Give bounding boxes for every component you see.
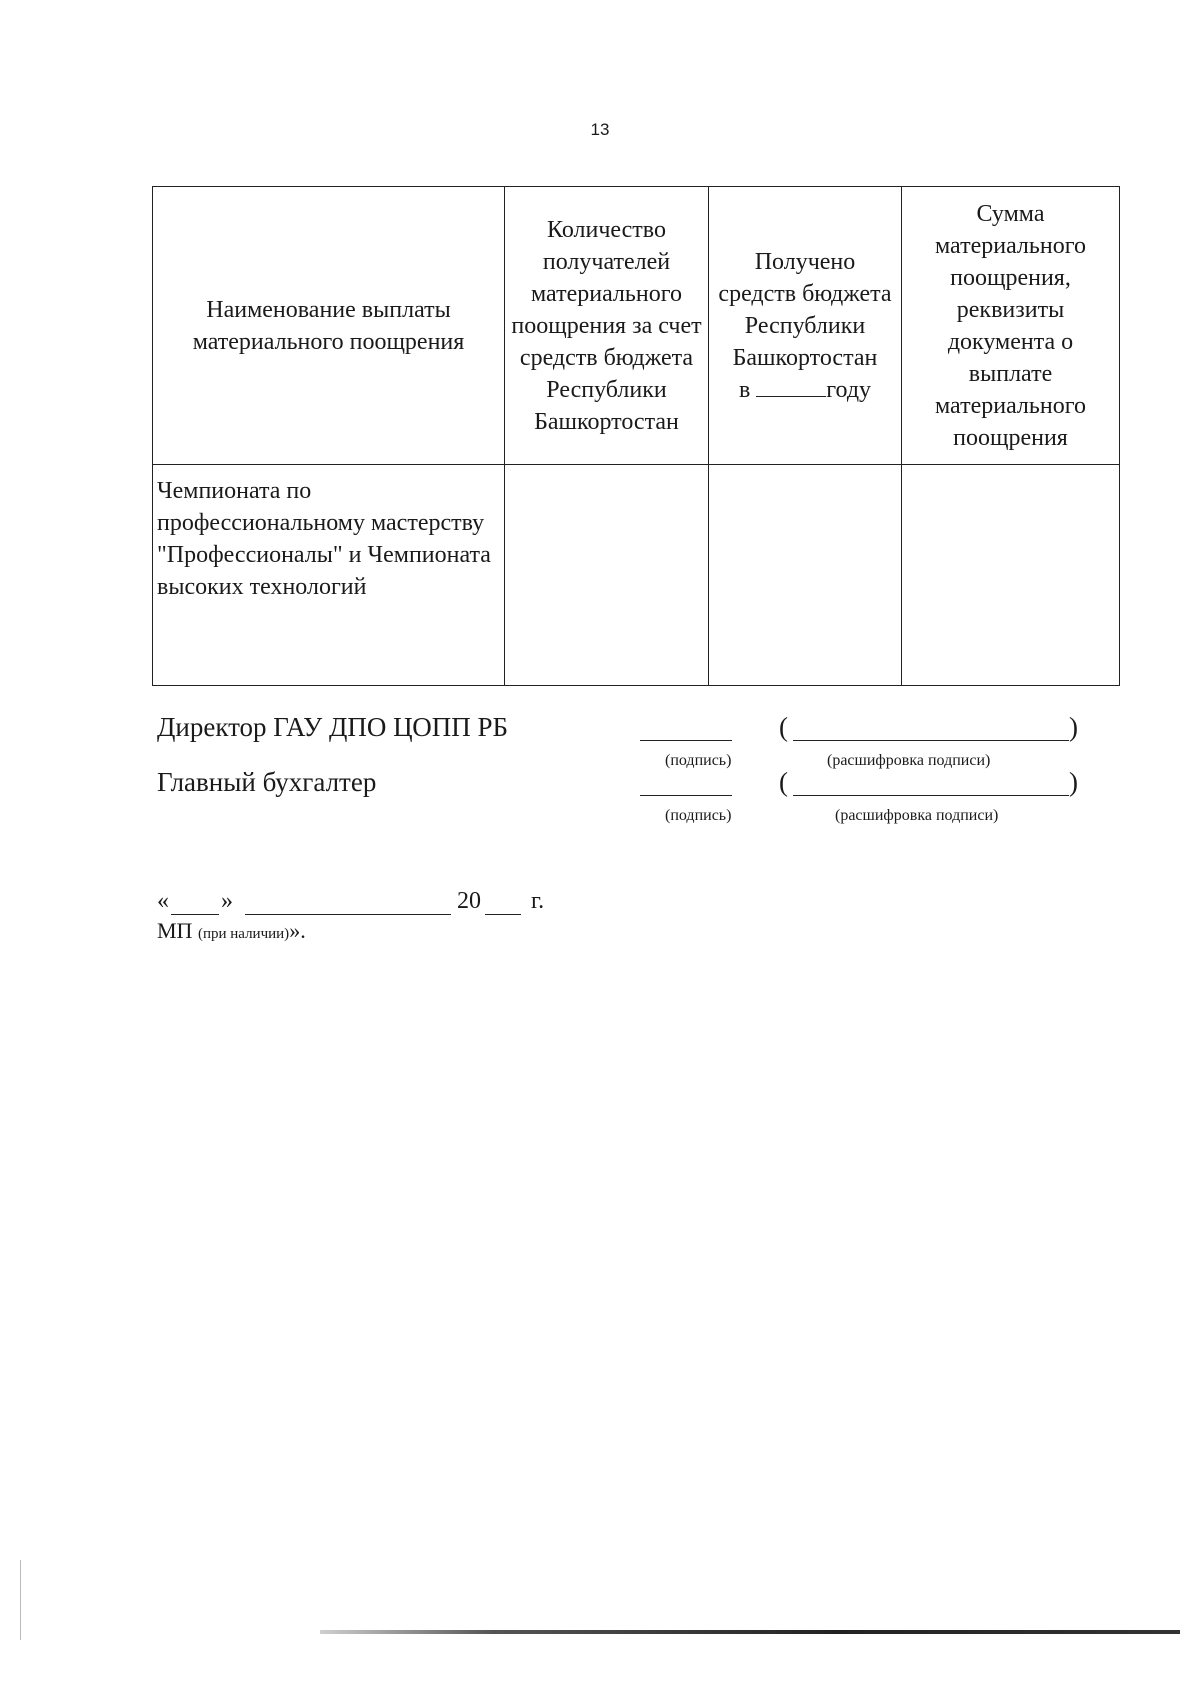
accountant-signature-line bbox=[640, 795, 732, 796]
director-caption-sign: (подпись) bbox=[665, 752, 732, 769]
director-title: Директор ГАУ ДПО ЦОПП РБ bbox=[157, 712, 509, 742]
award-payment-table bbox=[152, 186, 1120, 686]
accountant-decode-line bbox=[793, 795, 1069, 796]
scan-left-mark bbox=[20, 1560, 21, 1640]
accountant-paren-open: ( bbox=[779, 767, 788, 797]
date-year-suffix: г. bbox=[531, 888, 545, 914]
date-close-quote: » bbox=[221, 888, 233, 914]
director-signature-line bbox=[640, 740, 732, 741]
header-year-prefix: в bbox=[738, 376, 751, 403]
header-payment-amount: Сумма материального поощрения, реквизиты документа о выплате материального поощрения bbox=[902, 187, 1120, 465]
director-decode-line bbox=[793, 740, 1069, 741]
cell-recipients-count bbox=[505, 465, 709, 686]
table-header-row bbox=[153, 187, 1120, 465]
director-caption-decode: (расшифровка подписи) bbox=[827, 752, 991, 769]
year-blank bbox=[756, 376, 826, 397]
year-digits-blank bbox=[485, 914, 521, 915]
cell-funds-received bbox=[709, 465, 902, 686]
accountant-caption-sign: (подпись) bbox=[665, 807, 732, 824]
accountant-title: Главный бухгалтер bbox=[157, 767, 377, 797]
accountant-signature-row bbox=[157, 767, 1117, 827]
stamp-label: МП bbox=[157, 918, 193, 943]
cell-payment-name: Чемпионата по профессиональному мастерству "Профессионалы" и Чемпионата высоких технологий bbox=[153, 465, 505, 686]
table-row bbox=[153, 465, 1120, 686]
header-payment-name: Наименование выплаты материального поощрения bbox=[153, 187, 505, 465]
stamp-end: ». bbox=[289, 918, 306, 943]
cell-payment-amount bbox=[902, 465, 1120, 686]
director-signature-row bbox=[157, 712, 1117, 772]
stamp-condition: (при наличии) bbox=[197, 926, 290, 942]
accountant-paren-close: ) bbox=[1069, 767, 1078, 797]
date-year-prefix: 20 bbox=[457, 888, 481, 914]
header-funds-received-text: Получено средств бюджета Республики Башкортостан bbox=[718, 248, 892, 371]
day-blank bbox=[171, 914, 219, 915]
accountant-caption-decode: (расшифровка подписи) bbox=[835, 807, 999, 824]
director-paren-open: ( bbox=[779, 712, 788, 742]
header-year-suffix: году bbox=[826, 376, 872, 403]
date-open-quote: « bbox=[157, 888, 169, 914]
header-funds-received bbox=[709, 187, 902, 465]
stamp-note bbox=[157, 918, 306, 944]
page-number: 13 bbox=[590, 120, 610, 139]
director-paren-close: ) bbox=[1069, 712, 1078, 742]
scan-bottom-edge bbox=[320, 1630, 1180, 1634]
month-blank bbox=[245, 914, 451, 915]
header-recipients-count: Количество получателей материального поощрения за счет средств бюджета Республики Башкортостан bbox=[505, 187, 709, 465]
